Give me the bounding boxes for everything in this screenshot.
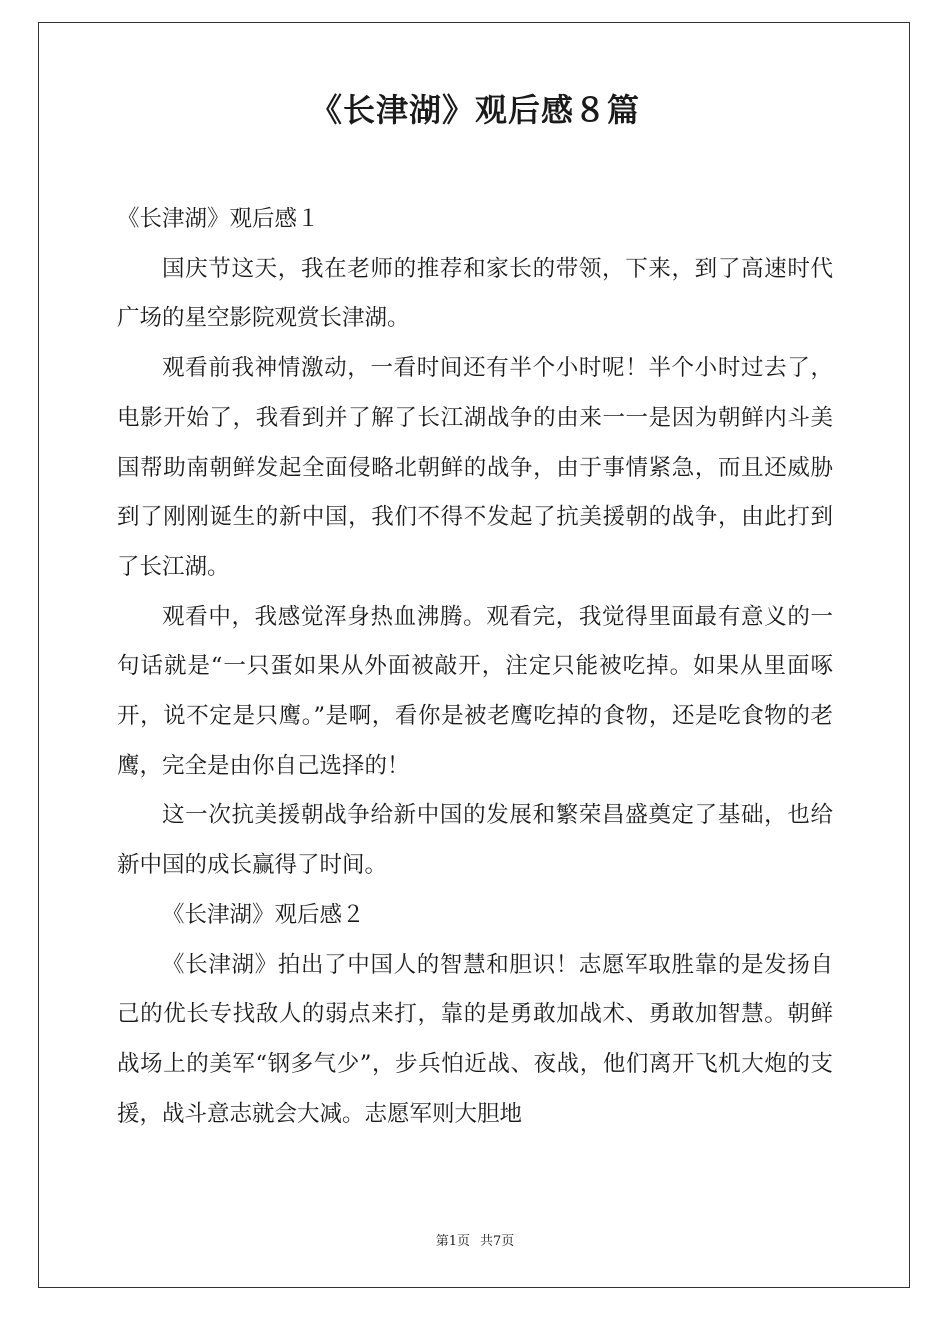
document-title: 《长津湖》观后感８篇 — [309, 91, 640, 129]
paragraph: 这一次抗美援朝战争给新中国的发展和繁荣昌盛奠定了基础，也给新中国的成长赢得了时间。 — [117, 802, 833, 879]
section-heading-2: 《长津湖》观后感２ — [162, 901, 365, 928]
page-number-total: 共7页 — [480, 1234, 515, 1249]
section-heading-1: 《长津湖》观后感１ — [117, 206, 320, 232]
paragraph: 观看中，我感觉浑身热血沸腾。观看完，我觉得里面最有意义的一句话就是“一只蛋如果从外面被敲开，注定只能被吃掉。如果从里面啄开，说不定是只鹰。”是啊，看你是被老鹰吃掉的食物，还是吃食物的老鹰，完全是由你自己选择的！ — [117, 603, 833, 779]
paragraph: 《长津湖》拍出了中国人的智慧和胆识！志愿军取胜靠的是发扬自己的优长专找敌人的弱点来打，靠的是勇敢加战术、勇敢加智慧。朝鲜战场上的美军“钢多气少”，步兵怕近战、夜战，他们离开飞机大炮的支援，战斗意志就会大减。志愿军则大胆地 — [117, 951, 833, 1127]
document-body — [117, 195, 833, 1139]
page-number-current: 第1页 — [435, 1234, 470, 1249]
page-footer — [0, 1232, 950, 1252]
paragraph: 观看前我神情激动，一看时间还有半个小时呢！半个小时过去了，电影开始了，我看到并了解了长江湖战争的由来一一是因为朝鲜内斗美国帮助南朝鲜发起全面侵略北朝鲜的战争，由于事情紧急，而且还威胁到了刚刚诞生的新中国，我们不得不发起了抗美援朝的战争，由此打到了长江湖。 — [117, 355, 833, 580]
paragraph: 国庆节这天，我在老师的推荐和家长的带领，下来，到了高速时代广场的星空影院观赏长津湖。 — [117, 255, 833, 332]
